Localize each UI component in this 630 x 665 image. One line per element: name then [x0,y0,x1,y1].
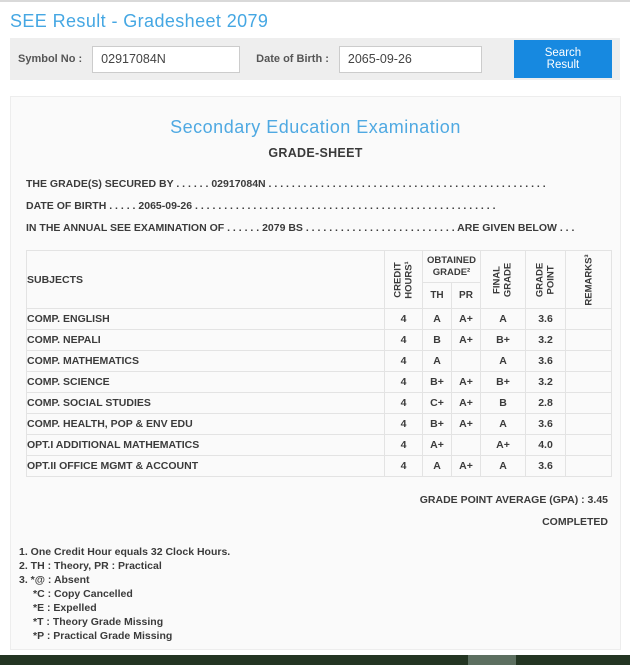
pr-grade-cell: A+ [452,414,481,435]
footnote-copy-cancelled: *C : Copy Cancelled [33,588,133,600]
date-of-birth-line: DATE OF BIRTH . . . . . 2065-09-26 . . . . . . . . . . . . . . . . . . . . . . . . . . . . . . . . . . . . . . . . . . . . . . . . . . . . [26,200,496,212]
final-grade-cell: A [481,414,526,435]
footnote-practical-missing: *P : Practical Grade Missing [33,630,173,642]
gradesheet-title: Secondary Education Examination [170,117,461,137]
credit-cell: 4 [385,330,423,351]
grades-table [26,250,612,477]
footer-strip [0,655,630,665]
table-row [27,351,612,372]
pr-grade-cell: A+ [452,309,481,330]
remarks-cell [566,414,612,435]
th-grade-cell: B+ [423,414,452,435]
remarks-cell [566,393,612,414]
table-row [27,456,612,477]
date-of-birth-label: Date of Birth : [256,53,329,65]
final-grade-cell: B+ [481,330,526,351]
th-grade-cell: A [423,456,452,477]
symbol-no-label: Symbol No : [18,53,83,65]
th-grade-cell: A [423,351,452,372]
credit-cell: 4 [385,309,423,330]
final-grade-cell: B+ [481,372,526,393]
footnote-credit-hours: 1. One Credit Hour equals 32 Clock Hours. [19,546,231,558]
col-header-credit-hours: CREDIT HOURS¹ [385,251,423,309]
remarks-cell [566,351,612,372]
table-row [27,372,612,393]
grade-point-cell: 3.6 [526,309,566,330]
symbol-no-input[interactable] [92,46,240,73]
col-header-pr: PR [452,283,481,309]
table-row [27,309,612,330]
subject-cell: COMP. SCIENCE [27,372,385,393]
gradesheet-panel [10,96,621,650]
gradesheet-subtitle: GRADE-SHEET [268,146,363,160]
subject-cell: COMP. ENGLISH [27,309,385,330]
grade-point-cell: 3.6 [526,456,566,477]
th-grade-cell: A [423,309,452,330]
th-grade-cell: B+ [423,372,452,393]
pr-grade-cell: A+ [452,456,481,477]
credit-cell: 4 [385,435,423,456]
col-header-th: TH [423,283,452,309]
grade-point-cell: 3.6 [526,351,566,372]
search-result-button[interactable]: Search Result [514,40,612,78]
table-row [27,393,612,414]
remarks-cell [566,435,612,456]
final-grade-cell: A [481,351,526,372]
remarks-cell [566,309,612,330]
col-header-obtained-grade: OBTAINED GRADE² [423,251,481,283]
remarks-cell [566,372,612,393]
gradesheet-header-lines [26,173,612,239]
credit-cell: 4 [385,456,423,477]
date-of-birth-input[interactable] [339,46,482,73]
pr-grade-cell [452,351,481,372]
grade-point-cell: 3.2 [526,372,566,393]
credit-cell: 4 [385,414,423,435]
subject-cell: COMP. MATHEMATICS [27,351,385,372]
grade-point-cell: 2.8 [526,393,566,414]
subject-cell: OPT.I ADDITIONAL MATHEMATICS [27,435,385,456]
subject-cell: COMP. SOCIAL STUDIES [27,393,385,414]
table-row [27,330,612,351]
secured-by-line: THE GRADE(S) SECURED BY . . . . . . 02917084N . . . . . . . . . . . . . . . . . . . . . . . . . . . . . . . . . . . . . . . . . . . . . . . . [26,178,546,190]
footnotes [19,545,620,643]
footnote-expelled: *E : Expelled [33,602,97,614]
search-form [10,38,620,80]
pr-grade-cell: A+ [452,372,481,393]
table-row [27,414,612,435]
subject-cell: OPT.II OFFICE MGMT & ACCOUNT [27,456,385,477]
final-grade-cell: A+ [481,435,526,456]
col-header-remarks: REMARKS³ [566,251,612,309]
remarks-cell [566,330,612,351]
footnote-theory-missing: *T : Theory Grade Missing [33,616,164,628]
th-grade-cell: B [423,330,452,351]
pr-grade-cell: A+ [452,393,481,414]
subject-cell: COMP. NEPALI [27,330,385,351]
col-header-subjects: SUBJECTS [27,251,385,309]
footnote-th-pr: 2. TH : Theory, PR : Practical [19,560,162,572]
pr-grade-cell: A+ [452,330,481,351]
th-grade-cell: A+ [423,435,452,456]
pr-grade-cell [452,435,481,456]
credit-cell: 4 [385,372,423,393]
examination-year-line: IN THE ANNUAL SEE EXAMINATION OF . . . . . . 2079 BS . . . . . . . . . . . . . . . . . . . . . . . . . . ARE GIVEN BELOW . . . [26,222,575,234]
gpa-summary: GRADE POINT AVERAGE (GPA) : 3.45 [419,494,608,506]
credit-cell: 4 [385,393,423,414]
final-grade-cell: A [481,309,526,330]
remarks-cell [566,456,612,477]
grade-point-cell: 3.2 [526,330,566,351]
final-grade-cell: A [481,456,526,477]
footnote-absent: 3. *@ : Absent [19,574,90,586]
final-grade-cell: B [481,393,526,414]
page-title: SEE Result - Gradesheet 2079 [10,11,269,31]
subject-cell: COMP. HEALTH, POP & ENV EDU [27,414,385,435]
footer-strip-highlight [468,655,516,665]
col-header-final-grade: FINAL GRADE [481,251,526,309]
top-border-line [0,0,630,2]
th-grade-cell: C+ [423,393,452,414]
grade-point-cell: 4.0 [526,435,566,456]
table-row [27,435,612,456]
grade-point-cell: 3.6 [526,414,566,435]
col-header-grade-point: GRADE POINT [526,251,566,309]
result-status: COMPLETED [542,516,608,528]
credit-cell: 4 [385,351,423,372]
